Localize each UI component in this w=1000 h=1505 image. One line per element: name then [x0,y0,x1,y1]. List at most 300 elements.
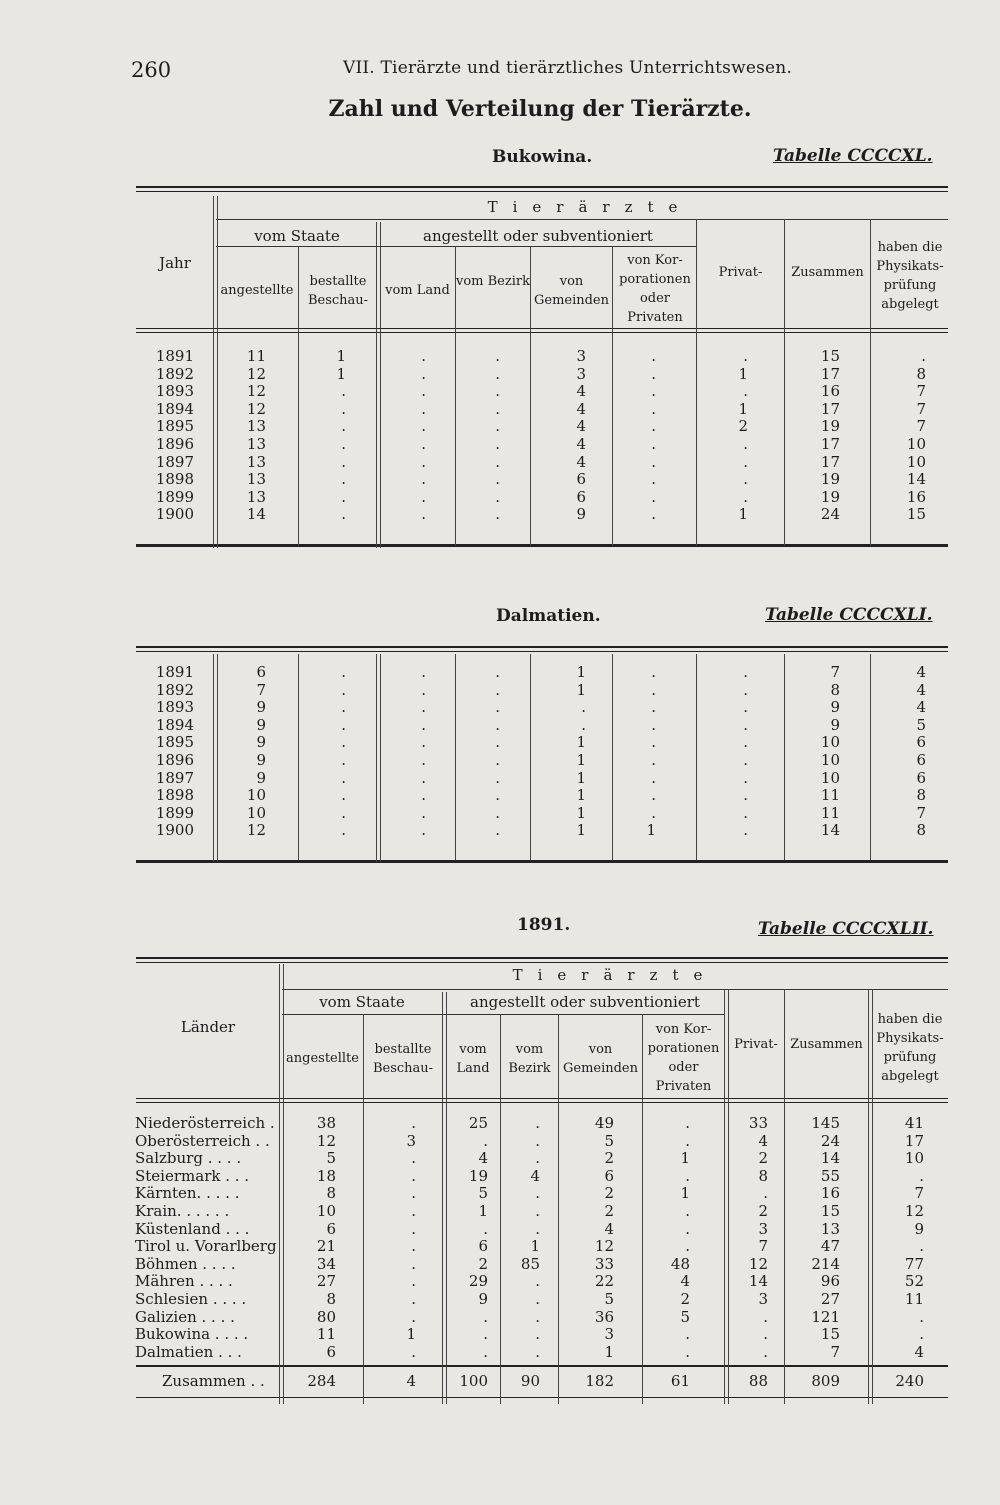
table-cell: 4 [576,382,586,401]
table-cell: . [685,1114,690,1132]
table-cell: 10 [820,768,840,787]
table-cell: 16 [820,382,840,401]
table-cell: 6 [576,487,586,506]
row-year: 1895 [155,733,194,752]
header-angestellt: angestellt oder subventioniert [423,227,653,245]
table-cell: . [495,382,500,401]
table-cell: . [495,347,500,365]
table-cell: . [495,786,500,805]
row-label: Krain. . . . . . [135,1202,230,1220]
table-cell: 1 [738,364,748,383]
table-cell: . [411,1307,416,1326]
table-cell: 1 [576,733,586,752]
table-cell: 7 [830,1342,840,1361]
table-cell: . [421,715,426,734]
table-cell: 14 [748,1272,768,1291]
table-cell: 8 [916,786,926,805]
table-cell: . [651,803,656,822]
table-cell: . [921,347,926,365]
table-cell: 2 [738,417,748,436]
table-cell: 33 [748,1114,768,1132]
table-cell: . [495,698,500,717]
header-privat: Privat- [718,265,763,280]
row-label: Tirol u. Vorarlberg [135,1237,277,1256]
table-cell: . [411,1149,416,1168]
table-cell: . [651,768,656,787]
table-cell: . [341,417,346,436]
table-cell: 9 [256,715,266,734]
table-cell: 9 [256,698,266,717]
table-cell: 12 [748,1254,768,1273]
table-cell: 77 [904,1254,924,1273]
table-cell: . [651,733,656,752]
table-cell: . [495,680,500,699]
header-bestallte-3: bestallte Beschau- [372,1042,434,1076]
table-cell: 25 [468,1114,488,1132]
table-cell: . [685,1325,690,1344]
table-cell: 12 [904,1202,924,1220]
table-cell: 17 [820,452,840,471]
table-cell: 10 [246,803,266,822]
table-cell: 5 [604,1131,614,1150]
row-label: Dalmatien . . . [135,1342,242,1361]
table-cell: . [651,382,656,401]
total-cell: 182 [585,1372,614,1390]
table-cell: . [651,751,656,769]
table-cell: 3 [604,1325,614,1344]
table-cell: . [483,1342,488,1361]
table-cell: 13 [246,435,266,453]
header-von-gemeinden-3: von Gemeinden [562,1042,639,1076]
table-cell: . [743,435,748,453]
section2-tabelle: Tabelle CCCCXLI. [765,605,933,625]
table-cell: 7 [916,803,926,822]
table-cell: 4 [914,1342,924,1361]
table-cell: 1 [530,1237,540,1256]
table-cell: 10 [904,1149,924,1168]
table-cell: 6 [326,1219,336,1238]
table-cell: 8 [758,1166,768,1185]
table-cell: 10 [820,751,840,769]
table-cell: 22 [594,1272,614,1291]
table-cell: . [421,347,426,365]
table-cell: . [743,680,748,699]
table-cell: 14 [820,821,840,840]
header-vom-land-3: vom Land [456,1042,490,1076]
table-cell: 13 [820,1219,840,1238]
table-cell: . [495,733,500,752]
total-cell: 90 [520,1372,540,1390]
table-cell: . [535,1290,540,1308]
table-cell: . [341,733,346,752]
table-cell: . [743,382,748,401]
row-label: Oberösterreich . . [135,1131,270,1150]
table-cell: . [495,821,500,840]
table-cell: 1 [336,364,346,383]
row-year: 1898 [155,470,194,489]
table-cell: . [651,698,656,717]
row-label: Bukowina . . . . [135,1325,249,1344]
row-year: 1900 [155,821,194,840]
table-cell: . [763,1342,768,1361]
table-cell: 12 [246,821,266,840]
table-cell: 2 [604,1149,614,1168]
table-cell: . [421,786,426,805]
table-cell: 9 [914,1219,924,1238]
table-cell: . [535,1114,540,1132]
table-cell: . [743,803,748,822]
table-cell: 1 [646,821,656,840]
table-cell: . [495,751,500,769]
table-cell: 4 [478,1149,488,1168]
table-cell: 96 [820,1272,840,1291]
table-cell: . [411,1290,416,1308]
row-label: Salzburg . . . . [135,1149,242,1168]
table-cell: . [651,399,656,418]
table-cell: 1 [576,663,586,681]
table-cell: 12 [594,1237,614,1256]
table-cell: 13 [246,417,266,436]
table-cell: . [421,470,426,489]
table-cell: 1 [576,768,586,787]
header-vom-land: vom Land [385,283,450,298]
row-year: 1891 [155,347,194,365]
table-cell: . [421,487,426,506]
table-cell: 11 [904,1290,924,1308]
table-cell: 9 [478,1290,488,1308]
table-cell: 2 [680,1290,690,1308]
table-cell: 4 [530,1166,540,1185]
table-cell: 7 [916,417,926,436]
table-cell: . [919,1325,924,1344]
table-cell: 5 [478,1184,488,1203]
table-cell: 4 [576,417,586,436]
table-cell: . [651,487,656,506]
table-cell: 9 [830,698,840,717]
total-cell: 284 [307,1372,336,1390]
table-cell: 33 [594,1254,614,1273]
table-cell: . [763,1307,768,1326]
table-cell: 7 [256,680,266,699]
page-number: 260 [131,58,172,82]
main-title: Zahl und Verteilung der Tierärzte. [328,96,752,122]
table-cell: . [495,399,500,418]
table-cell: 3 [758,1219,768,1238]
section3-year: 1891. [517,915,571,935]
table-cell: 4 [576,452,586,471]
table-cell: . [651,663,656,681]
table-cell: 27 [820,1290,840,1308]
table-cell: . [421,399,426,418]
table-cell: 13 [246,487,266,506]
table-cell: . [483,1219,488,1238]
table-cell: 1 [604,1342,614,1361]
header-physikat: haben die Physikats- prüfung abgelegt [876,240,944,312]
table-cell: 14 [820,1149,840,1168]
header-zusammen: Zusammen [791,265,864,280]
table-cell: . [763,1325,768,1344]
table-cell: 17 [820,364,840,383]
table-cell: 8 [916,821,926,840]
table-cell: 41 [904,1114,924,1132]
total-cell: 4 [406,1372,416,1390]
table-cell: . [743,751,748,769]
table-cell: 52 [904,1272,924,1291]
running-title: VII. Tierärzte und tierärztliches Unterrichtswesen. [343,58,793,78]
header-physikat-3: haben die Physikats- prüfung abgelegt [876,1012,944,1084]
table-cell: . [341,751,346,769]
table-cell: 47 [820,1237,840,1256]
table-cell: 1 [406,1325,416,1344]
table-cell: 24 [820,505,840,524]
table-cell: 6 [576,470,586,489]
table-cell: 1 [576,786,586,805]
table-cell: 55 [820,1166,840,1185]
table-cell: 10 [820,733,840,752]
table-cell: 4 [576,399,586,418]
header-privat-3: Privat- [734,1037,778,1052]
table-cell: 121 [811,1307,840,1326]
row-year: 1894 [155,715,194,734]
table-cell: 13 [246,452,266,471]
table-cell: 2 [604,1202,614,1220]
table-cell: 4 [576,435,586,453]
row-year: 1900 [155,505,194,524]
table-cell: . [421,364,426,383]
table-cell: 9 [256,751,266,769]
table-cell: . [421,435,426,453]
table-cell: 2 [758,1202,768,1220]
header-von-korporationen: von Kor- porationen oder Privaten [619,253,691,325]
row-label: Böhmen . . . . [135,1254,236,1273]
table-cell: . [421,821,426,840]
table-cell: . [651,347,656,365]
table-cell: 4 [758,1131,768,1150]
table-cell: 7 [758,1237,768,1256]
row-year: 1894 [155,399,194,418]
table-cell: . [685,1219,690,1238]
table-cell: 19 [820,470,840,489]
table-cell: 5 [604,1290,614,1308]
row-label: Galizien . . . . [135,1307,235,1326]
table-cell: . [651,417,656,436]
row-year: 1891 [155,663,194,681]
header-angestellte-3: angestellte [286,1051,359,1066]
table-cell: 8 [326,1290,336,1308]
table-cell: 34 [316,1254,336,1273]
table-cell: 85 [520,1254,540,1273]
table-cell: . [411,1237,416,1256]
table-cell: 145 [811,1114,840,1132]
table-cell: . [421,698,426,717]
table-cell: 14 [906,470,926,489]
table-cell: 9 [830,715,840,734]
table-cell: . [743,821,748,840]
table-cell: 11 [820,786,840,805]
table-cell: . [495,803,500,822]
table-cell: 1 [738,505,748,524]
table-cell: . [411,1184,416,1203]
row-year: 1895 [155,417,194,436]
table-cell: 27 [316,1272,336,1291]
row-year: 1896 [155,751,194,769]
table-cell: . [743,347,748,365]
table-cell: 1 [576,821,586,840]
total-cell: 809 [811,1372,840,1390]
table-cell: 15 [820,1202,840,1220]
table-cell: . [495,435,500,453]
table-cell: 1 [738,399,748,418]
table-cell: 2 [478,1254,488,1273]
row-year: 1896 [155,435,194,453]
table-cell: 4 [604,1219,614,1238]
table-cell: . [743,663,748,681]
table-cell: . [341,821,346,840]
row-label: Steiermark . . . [135,1166,250,1185]
table-cell: . [421,452,426,471]
table-cell: . [341,470,346,489]
table-cell: . [483,1325,488,1344]
table-cell: 10 [906,452,926,471]
table-cell: 1 [478,1202,488,1220]
row-label: Mähren . . . . [135,1272,233,1291]
table-cell: . [341,698,346,717]
table-cell: . [495,663,500,681]
table-cell: 3 [758,1290,768,1308]
header-jahr: Jahr [159,254,191,272]
table-cell: . [581,698,586,717]
table-cell: . [535,1219,540,1238]
table-cell: . [341,786,346,805]
table-cell: 14 [246,505,266,524]
table-cell: 19 [820,487,840,506]
table-cell: . [421,663,426,681]
table-cell: 36 [594,1307,614,1326]
row-year: 1893 [155,382,194,401]
table-cell: . [411,1166,416,1185]
row-year: 1893 [155,698,194,717]
table-cell: . [535,1342,540,1361]
table-cell: 80 [316,1307,336,1326]
table-cell: 17 [820,435,840,453]
row-label: Kärnten. . . . . [135,1184,240,1203]
table-cell: . [495,715,500,734]
table-cell: . [411,1254,416,1273]
table-cell: . [743,452,748,471]
table-cell: . [421,733,426,752]
table-cell: . [495,487,500,506]
table-cell: . [685,1342,690,1361]
table-cell: 9 [256,768,266,787]
header-vom-staate-3: vom Staate [319,993,405,1011]
table-cell: 7 [916,399,926,418]
table-cell: 24 [820,1131,840,1150]
table-cell: 12 [246,364,266,383]
table-cell: 3 [576,364,586,383]
table-cell: . [743,786,748,805]
table-cell: . [411,1342,416,1361]
table-cell: . [651,505,656,524]
header-von-gemeinden: von Gemeinden [533,274,610,308]
table-cell: 2 [758,1149,768,1168]
row-year: 1892 [155,680,194,699]
table-cell: . [651,680,656,699]
total-cell: 61 [670,1372,690,1390]
table-cell: . [411,1272,416,1291]
table-cell: . [341,382,346,401]
header-zusammen-3: Zusammen [790,1037,863,1052]
table-cell: 5 [680,1307,690,1326]
row-year: 1899 [155,487,194,506]
table-cell: . [743,698,748,717]
table-cell: . [743,470,748,489]
table-cell: . [535,1325,540,1344]
table-cell: . [535,1131,540,1150]
table-cell: . [421,768,426,787]
table-cell: . [341,803,346,822]
table-cell: 10 [906,435,926,453]
table-cell: 8 [916,364,926,383]
table-cell: 15 [906,505,926,524]
table-cell: . [411,1202,416,1220]
table-cell: . [341,715,346,734]
table-cell: 21 [316,1237,336,1256]
table-cell: . [535,1184,540,1203]
header-angestellt-3: angestellt oder subventioniert [470,993,700,1011]
table-cell: 19 [468,1166,488,1185]
total-label: Zusammen . . [162,1372,265,1390]
table-cell: . [495,505,500,524]
row-year: 1897 [155,768,194,787]
table-cell: 6 [256,663,266,681]
table-cell: . [421,505,426,524]
table-cell: 6 [916,751,926,769]
table-cell: . [919,1307,924,1326]
table-cell: . [341,680,346,699]
table-cell: 15 [820,1325,840,1344]
table-cell: . [743,715,748,734]
table-cell: . [421,803,426,822]
table-cell: . [535,1149,540,1168]
table-cell: 1 [576,680,586,699]
table-cell: . [651,452,656,471]
row-label: Schlesien . . . . [135,1290,247,1308]
table-cell: . [341,487,346,506]
section3-tabelle: Tabelle CCCCXLII. [758,919,934,939]
table-cell: 10 [246,786,266,805]
header-vom-staate: vom Staate [254,227,340,245]
table-cell: 5 [326,1149,336,1168]
table-cell: . [919,1237,924,1256]
table-cell: . [341,452,346,471]
table-cell: 9 [256,733,266,752]
table-cell: . [743,768,748,787]
section1-region: Bukowina. [492,147,593,167]
table-cell: 3 [576,347,586,365]
total-cell: 100 [459,1372,488,1390]
table-cell: . [341,399,346,418]
table-cell: 16 [820,1184,840,1203]
table-cell: . [495,452,500,471]
table-cell: 6 [326,1342,336,1361]
table-cell: 8 [326,1184,336,1203]
total-cell: 88 [748,1372,768,1390]
table-cell: . [651,715,656,734]
table-cell: . [535,1202,540,1220]
table-cell: 10 [316,1202,336,1220]
table-cell: 5 [916,715,926,734]
table-cell: 6 [604,1166,614,1185]
